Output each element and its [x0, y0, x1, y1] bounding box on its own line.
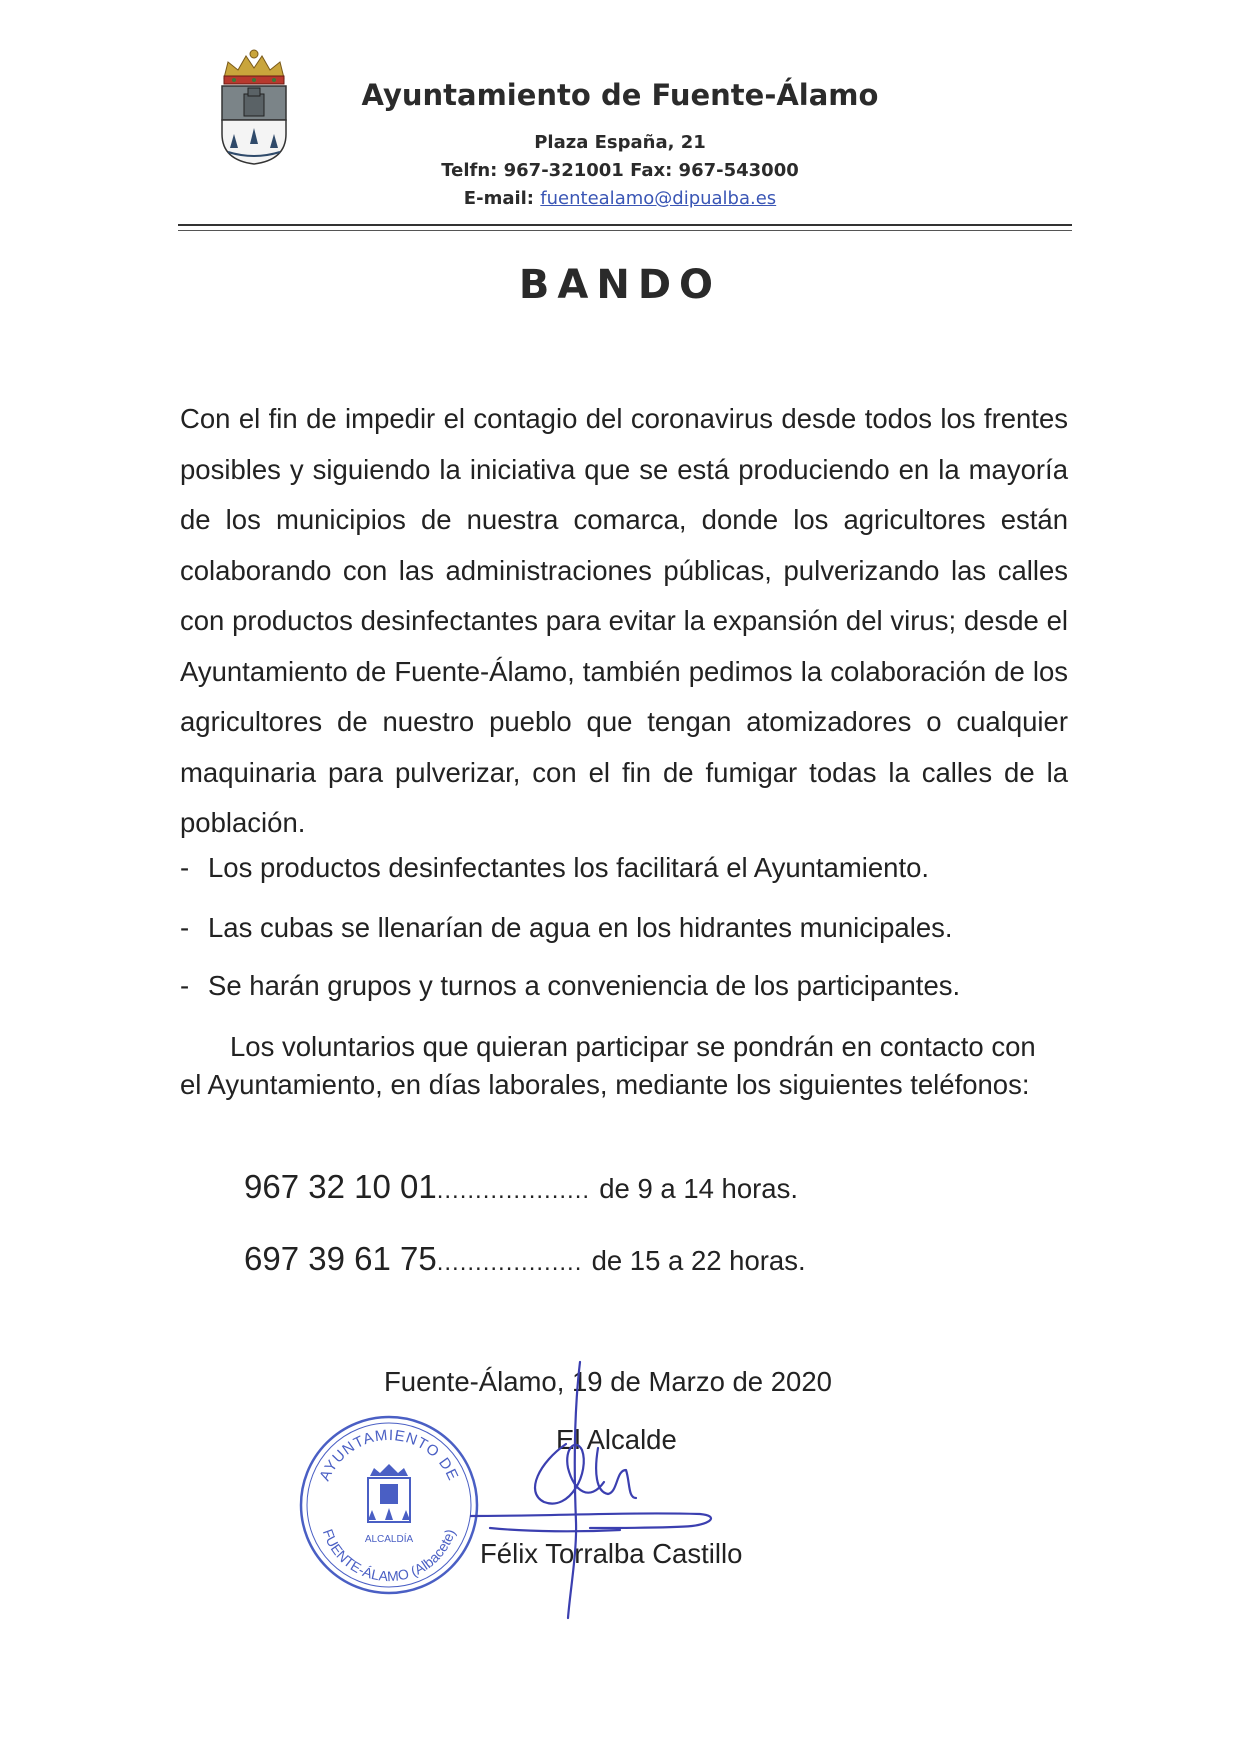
email-label: E-mail:: [463, 188, 535, 209]
bullet-text: Las cubas se llenarían de agua en los hidrantes municipales.: [208, 912, 953, 943]
coat-of-arms-icon: [214, 48, 294, 166]
bullet-item: - Se harán grupos y turnos a conveniencia de los participantes.: [180, 970, 961, 1001]
phone-number: 697 39 61 75: [244, 1240, 437, 1277]
email-link[interactable]: fuentealamo@dipualba.es: [540, 188, 777, 209]
svg-text:FUENTE-ÁLAMO (Albacete): FUENTE-ÁLAMO (Albacete): [319, 1526, 459, 1585]
place-date: Fuente-Álamo, 19 de Marzo de 2020: [384, 1366, 832, 1397]
bullet-text: Se harán grupos y turnos a conveniencia de los participantes.: [208, 970, 961, 1001]
phone-fax-line: Telfn: 967-321001 Fax: 967-543000: [441, 160, 799, 181]
official-stamp-icon: [296, 1412, 482, 1598]
bullet-item: - Los productos desinfectantes los facilitará el Ayuntamiento.: [180, 852, 930, 883]
leader-dots: ....................: [436, 1177, 591, 1204]
bullet-text: Los productos desinfectantes los facilitará el Ayuntamiento.: [208, 852, 930, 883]
handwritten-signature: [470, 1352, 760, 1622]
phone-hours: de 15 a 22 horas.: [591, 1245, 806, 1276]
contact-row: [244, 1168, 798, 1206]
email-line: [300, 188, 940, 209]
svg-text:ALCALDÍA: ALCALDÍA: [364, 1534, 414, 1545]
organization-name: Ayuntamiento de Fuente-Álamo: [361, 78, 879, 112]
signer-role: El Alcalde: [556, 1424, 677, 1455]
phone-number: 967 32 10 01: [244, 1168, 437, 1205]
signer-name: Félix Torralba Castillo: [480, 1538, 743, 1569]
header-divider: [178, 224, 1072, 226]
contact-row: [244, 1240, 806, 1278]
closing-paragraph: Los voluntarios que quieran participar se pondrán en contacto con el Ayuntamiento, en días laborales, mediante los siguientes teléfonos:: [180, 1031, 1036, 1100]
address-line: Plaza España, 21: [534, 132, 706, 153]
leader-dots: ...................: [436, 1249, 583, 1276]
svg-text:AYUNTAMIENTO DE: AYUNTAMIENTO DE: [316, 1426, 462, 1484]
bullet-item: - Las cubas se llenarían de agua en los hidrantes municipales.: [180, 912, 953, 943]
body-paragraph: Con el fin de impedir el contagio del coronavirus desde todos los frentes posibles y siguiendo la iniciativa que se está produciendo en la mayoría de los municipios de nuestra comarca, donde los agricultores están colaborando con las administraciones públicas, pulverizando las calles con productos desinfectantes para evitar la expansión del virus; desde el Ayuntamiento de Fuente-Álamo, también pedimos la colaboración de los agricultores de nuestro pueblo que tengan atomizadores o cualquier maquinaria para pulverizar, con el fin de fumigar todas la calles de la población.: [180, 403, 1068, 838]
header-divider-thin: [178, 230, 1072, 231]
document-title: BANDO: [518, 262, 722, 308]
phone-hours: de 9 a 14 horas.: [599, 1173, 798, 1204]
